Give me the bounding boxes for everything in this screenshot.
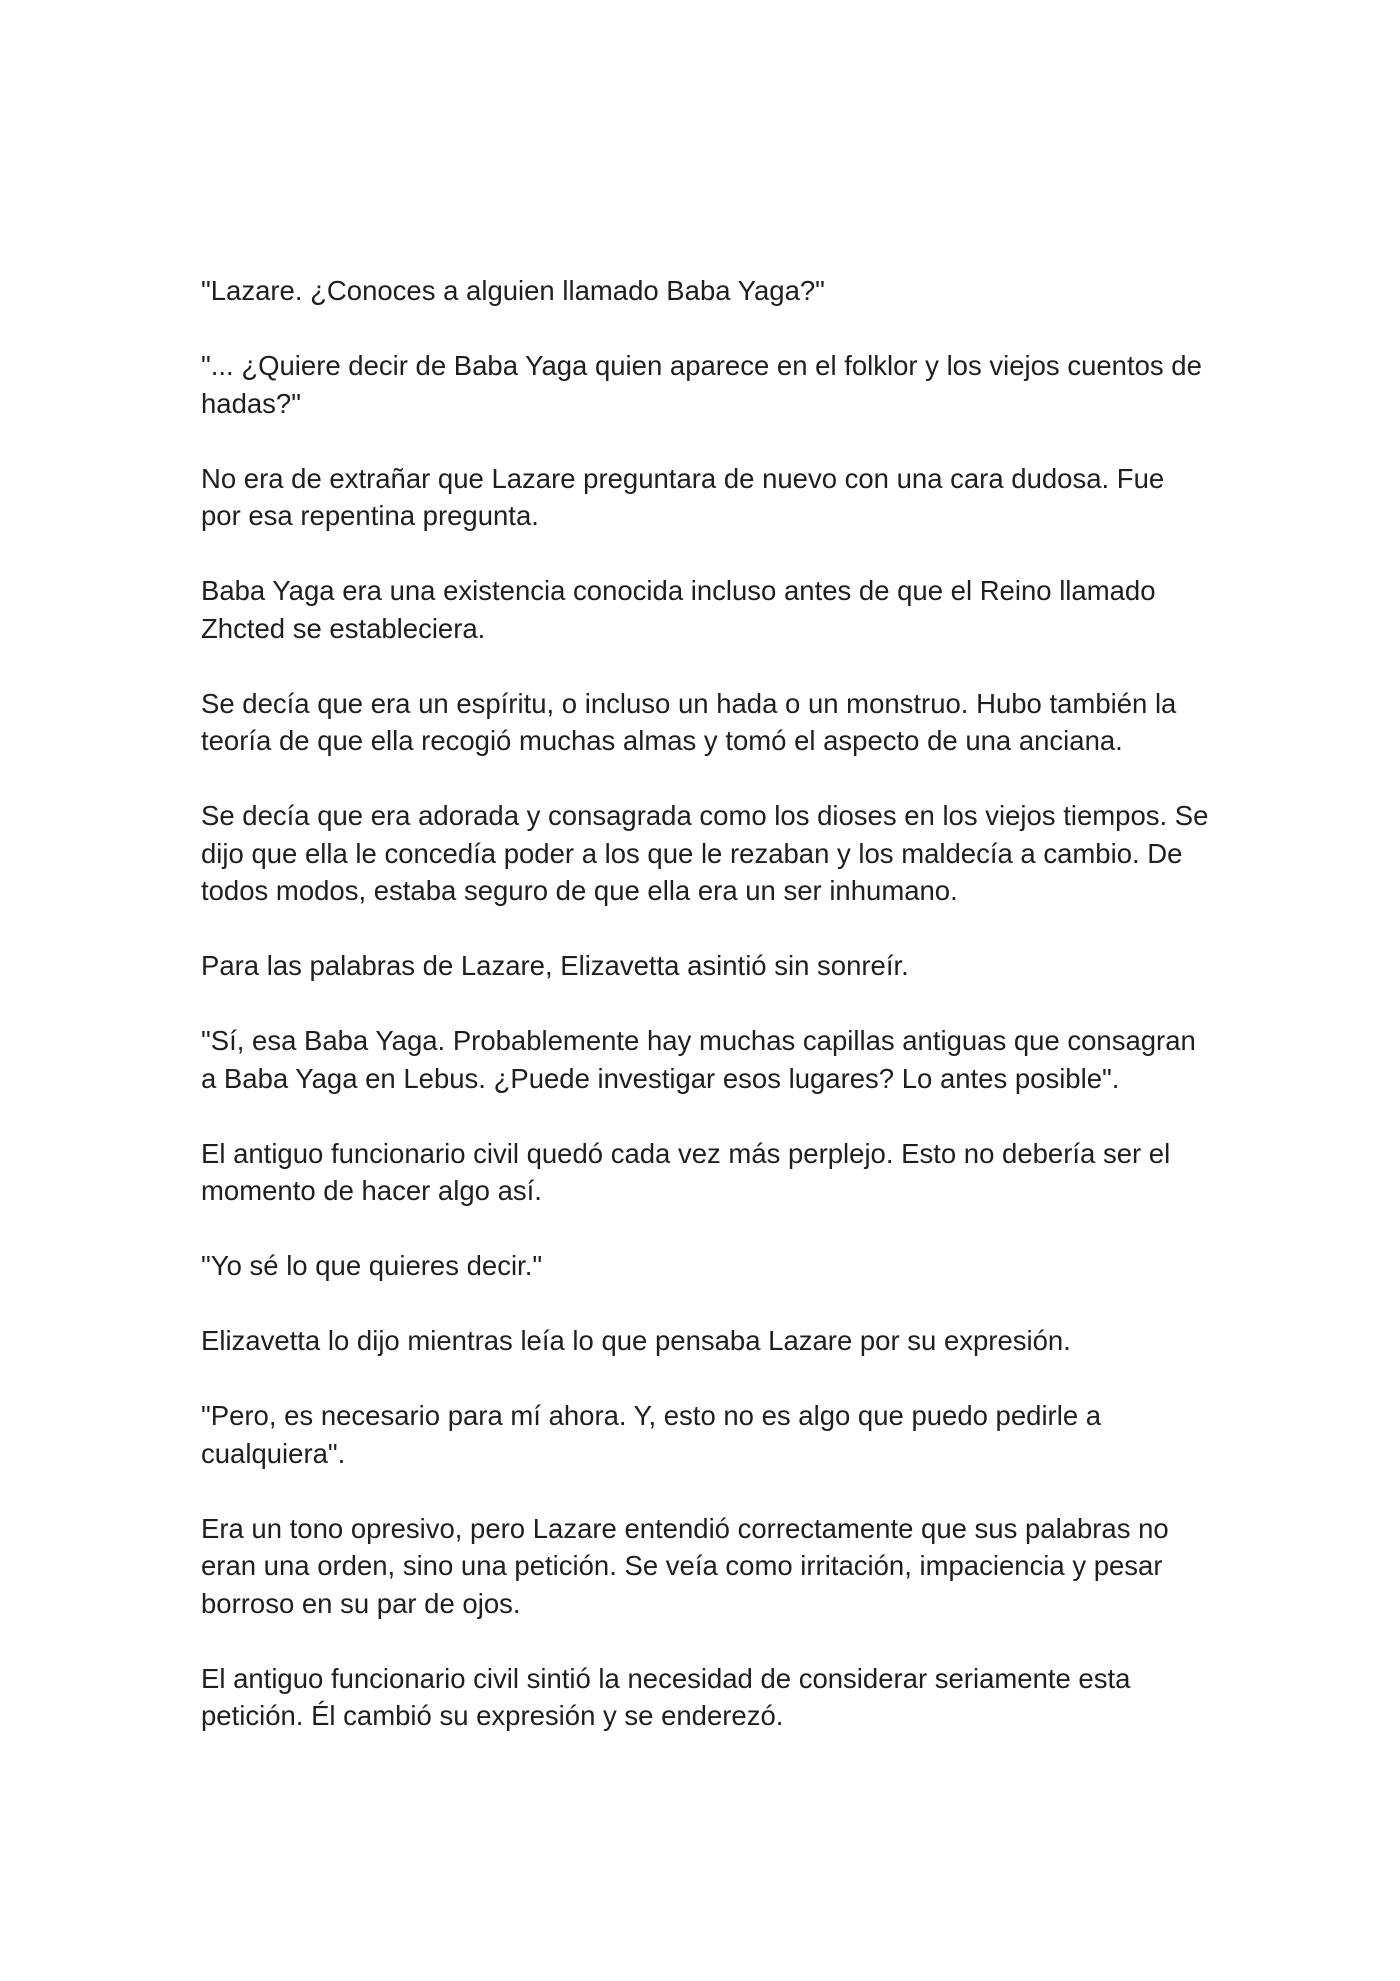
paragraph-5: Se decía que era un espíritu, o incluso un hada o un monstruo. Hubo también la teoría de que ella recogió muchas almas y tomó el aspecto de una anciana.: [201, 687, 1177, 756]
paragraph-7: Para las palabras de Lazare, Elizavetta asintió sin sonreír.: [201, 950, 909, 981]
paragraph-13: Era un tono opresivo, pero Lazare entendió correctamente que sus palabras no eran una orden, sino una petición. Se veía como irritación, impaciencia y pesar borroso en su par de ojos.: [201, 1512, 1169, 1619]
paragraph-3: No era de extrañar que Lazare preguntara de nuevo con una cara dudosa. Fue por esa repentina pregunta.: [201, 462, 1165, 531]
paragraph-2: "... ¿Quiere decir de Baba Yaga quien aparece en el folklor y los viejos cuentos de hadas?": [201, 350, 1202, 419]
paragraph-10: "Yo sé lo que quieres decir.": [201, 1250, 543, 1281]
paragraph-4: Baba Yaga era una existencia conocida incluso antes de que el Reino llamado Zhcted se estableciera.: [201, 575, 1156, 644]
paragraph-6: Se decía que era adorada y consagrada como los dioses en los viejos tiempos. Se dijo que ella le concedía poder a los que le rezaban y los maldecía a cambio. De todos modos, estaba seguro de que ella era un ser inhumano.: [201, 800, 1209, 906]
paragraph-8: "Sí, esa Baba Yaga. Probablemente hay muchas capillas antiguas que consagran a Baba Yaga en Lebus. ¿Puede investigar esos lugares? Lo antes posible".: [201, 1025, 1196, 1094]
document-body: [201, 272, 1211, 1772]
paragraph-11: Elizavetta lo dijo mientras leía lo que pensaba Lazare por su expresión.: [201, 1325, 1071, 1356]
paragraph-12: "Pero, es necesario para mí ahora. Y, esto no es algo que puedo pedirle a cualquiera".: [201, 1400, 1102, 1469]
paragraph-14: El antiguo funcionario civil sintió la necesidad de considerar seriamente esta petición. Él cambió su expresión y se enderezó.: [201, 1662, 1131, 1731]
paragraph-9: El antiguo funcionario civil quedó cada vez más perplejo. Esto no debería ser el momento de hacer algo así.: [201, 1137, 1171, 1206]
paragraph-1: "Lazare. ¿Conoces a alguien llamado Baba Yaga?": [201, 275, 825, 306]
